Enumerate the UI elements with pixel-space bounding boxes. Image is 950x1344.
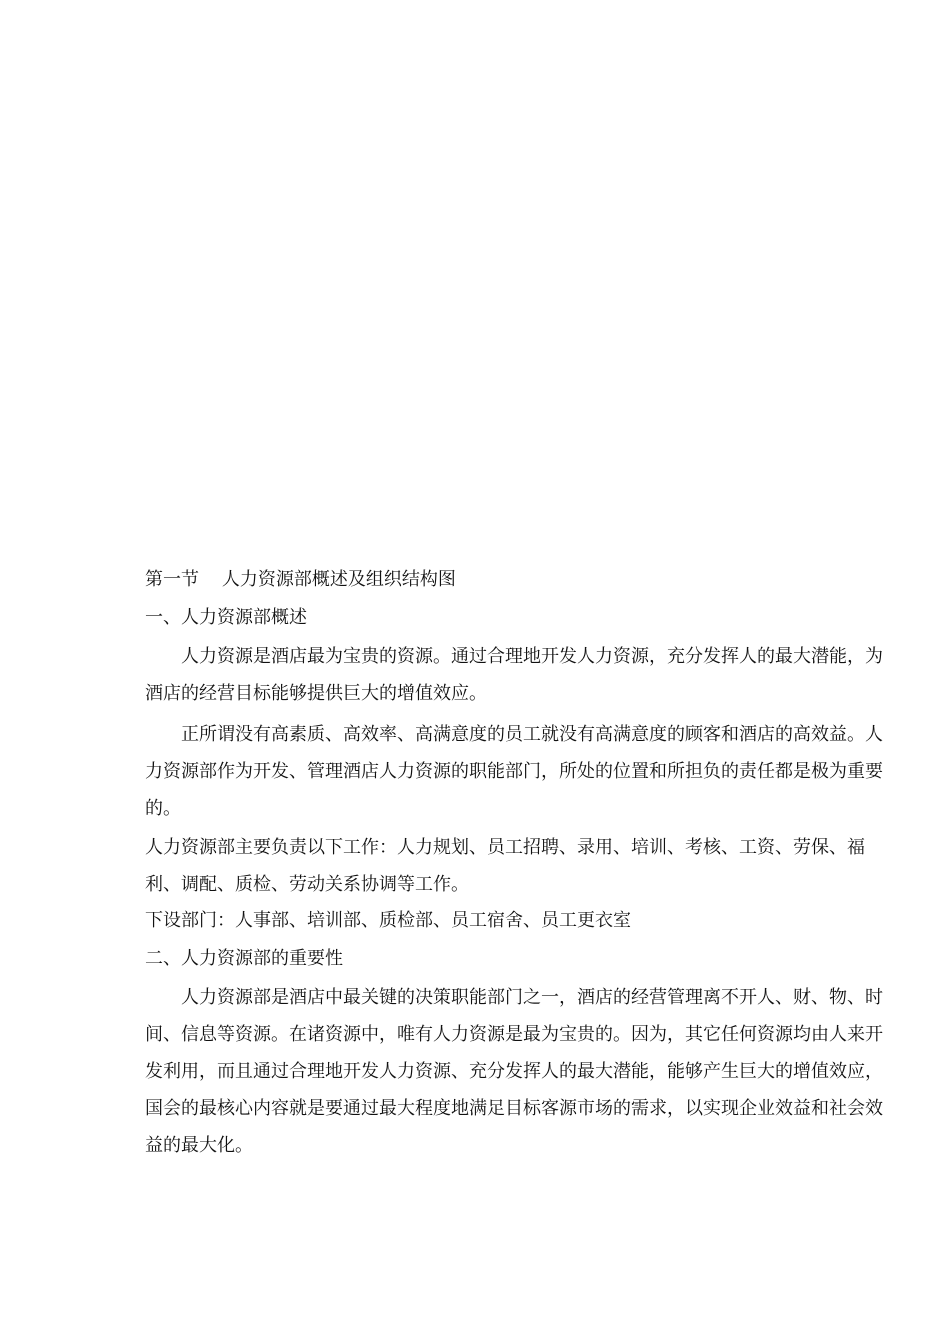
document-body — [145, 562, 890, 1164]
heading-overview: 一、人力资源部概述 — [145, 607, 307, 628]
paragraph-hr-role: 正所谓没有高素质、高效率、高满意度的员工就没有高满意度的顾客和酒店的高效益。人力资源部作为开发、管理酒店人力资源的职能部门，所处的位置和所担负的责任都是极为重要的。 — [145, 724, 883, 819]
paragraph-sub-departments: 下设部门：人事部、培训部、质检部、员工宿舍、员工更衣室 — [145, 910, 631, 931]
paragraph-hr-duties: 人力资源部主要负责以下工作：人力规划、员工招聘、录用、培训、考核、工资、劳保、福利、调配、质检、劳动关系协调等工作。 — [145, 837, 865, 895]
heading-importance: 二、人力资源部的重要性 — [145, 948, 343, 969]
paragraph-hr-value: 人力资源是酒店最为宝贵的资源。通过合理地开发人力资源，充分发挥人的最大潜能，为酒店的经营目标能够提供巨大的增值效应。 — [145, 646, 883, 704]
section-title: 第一节 人力资源部概述及组织结构图 — [145, 569, 456, 590]
paragraph-hr-importance: 人力资源部是酒店中最关键的决策职能部门之一，酒店的经营管理离不开人、财、物、时间、信息等资源。在诸资源中，唯有人力资源是最为宝贵的。因为，其它任何资源均由人来开发利用，而且通过合理地开发人力资源、充分发挥人的最大潜能，能够产生巨大的增值效应，国会的最核心内容就是要通过最大程度地满足目标客源市场的需求，以实现企业效益和社会效益的最大化。 — [145, 987, 883, 1156]
